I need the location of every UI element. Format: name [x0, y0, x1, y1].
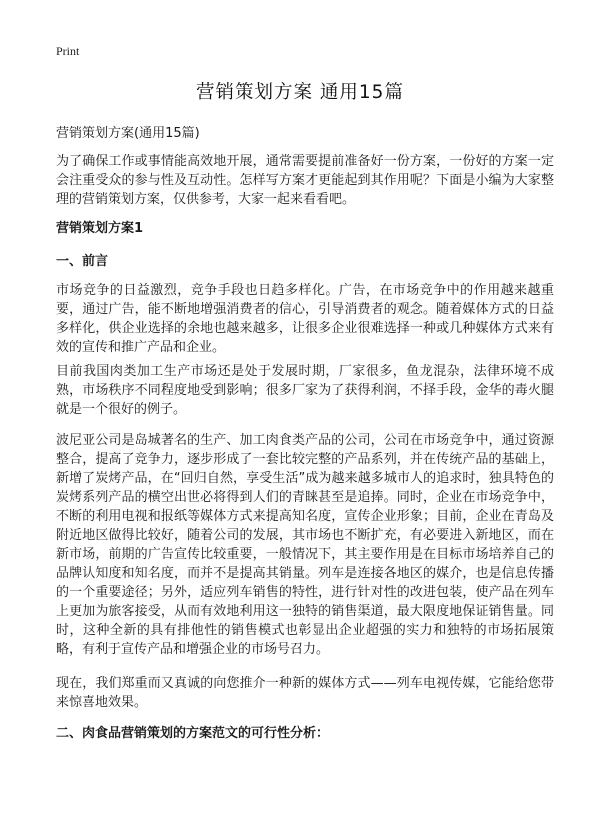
- document-subtitle: 营销策划方案(通用15篇): [56, 126, 200, 141]
- section-heading-feasibility: 二、肉食品营销策划的方案范文的可行性分析：: [56, 726, 330, 741]
- intro-paragraph: 为了确保工作或事情能高效地开展，通常需要提前准备好一份方案，一份好的方案一定会注重受众的参与性及互动性。怎样写方案才更能起到其作用呢？下面是小编为大家整理的营销策划方案，仅供参考，大家一起来看看吧。: [56, 154, 554, 207]
- body-paragraph: 现在，我们郑重而又真诚的向您推介一种新的媒体方式——列车电视传媒，它能给您带来惊喜地效果。: [56, 676, 554, 710]
- body-paragraph: 目前我国肉类加工生产市场还是处于发展时期，厂家很多，鱼龙混杂，法律环境不成熟，市场秩序不同程度地受到影响；很多厂家为了获得利润，不择手段，金华的毒火腿就是一个很好的例子。: [56, 364, 554, 417]
- body-paragraph: 波尼亚公司是岛城著名的生产、加工肉食类产品的公司，公司在市场竞争中，通过资源整合，提高了竞争力，逐步形成了一套比较完整的产品系列，并在传统产品的基础上，新增了炭烤产品，在“回归自然，享受生活”成为越来越多城市人的追求时，独具特色的炭烤系列产品的横空出世必将得到人们的青睐甚至是追捧。同时，企业在市场竞争中，不断的利用电视和报纸等媒体方式来提高知名度，宣传企业形象；目前，企业在青岛及附近地区做得比较好，随着公司的发展，其市场也不断扩充，有必要进入新地区，而在新市场，前期的广告宣传比较重要，一般情况下，其主要作用是在目标市场培养自己的品牌认知度和知名度，而并不是提高其销量。列车是连接各地区的媒介，也是信息传播的一个重要途径；另外，适应列车销售的特性，进行针对性的改进包装，使产品在列车上更加为旅客接受，从而有效地利用这一独特的销售渠道，最大限度地保证销售量。同时，这种全新的具有排他性的销售模式也彰显出企业超强的实力和独特的市场拓展策略，有利于宣传产品和增强企业的市场号召力。: [56, 433, 554, 657]
- section-heading-preface: 一、前言: [56, 254, 109, 269]
- body-paragraph: 市场竞争的日益激烈，竞争手段也日趋多样化。广告，在市场竞争中的作用越来越重要，通过广告，能不断地增强消费者的信心，引导消费者的观念。随着媒体方式的日益多样化，供企业选择的余地也越来越多，让很多企业很难选择一种或几种媒体方式来有效的宣传和推广产品和企业。: [56, 283, 554, 355]
- plan-heading: 营销策划方案1: [56, 221, 144, 236]
- print-label[interactable]: Print: [56, 44, 80, 58]
- page-title: 营销策划方案 通用15篇: [196, 82, 404, 103]
